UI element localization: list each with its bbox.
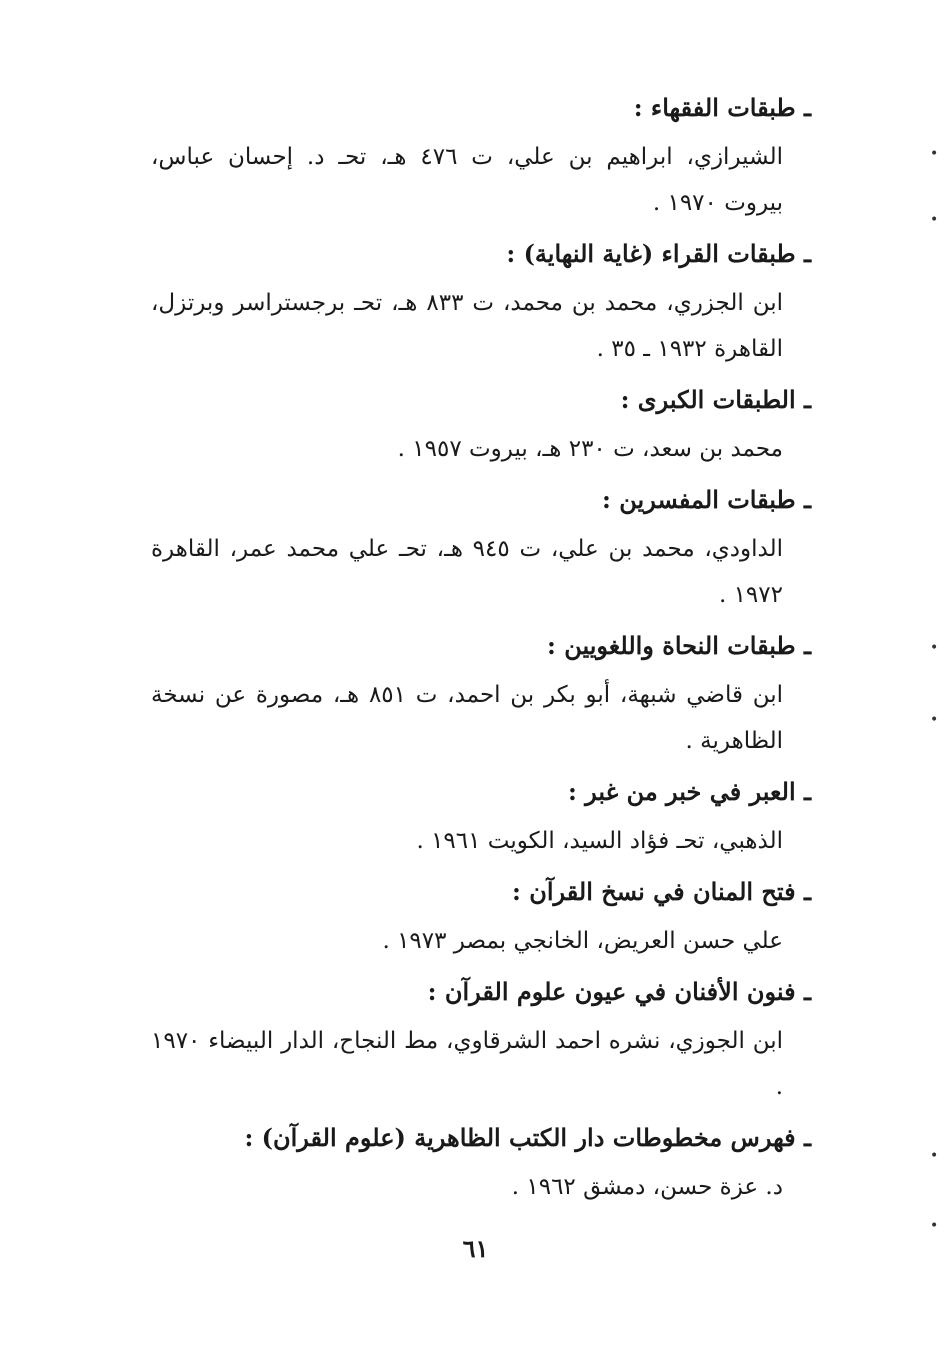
entry-title: ـ طبقات المفسرين : — [602, 485, 811, 514]
bibliography-entry — [151, 92, 811, 226]
bibliography-entry — [151, 384, 811, 472]
entry-citation: علي حسن العريض، الخانجي بمصر ١٩٧٣ . — [382, 928, 783, 954]
bibliography-entry — [151, 776, 811, 864]
entry-title: ـ العبر في خبر من غبر : — [567, 777, 811, 806]
entry-citation: ابن الجزري، محمد بن محمد، ت ٨٣٣ هـ، تحـ برجستراسر وبرتزل، القاهرة ١٩٣٢ ـ ٣٥ . — [151, 290, 783, 362]
margin-speck: • — [930, 146, 939, 162]
bibliography-entry — [151, 484, 811, 618]
margin-speck: • — [930, 712, 939, 728]
margin-speck: • — [930, 1148, 939, 1164]
margin-speck: • — [930, 212, 939, 228]
entry-citation: ابن الجوزي، نشره احمد الشرقاوي، مط النجاح، الدار البيضاء ١٩٧٠ . — [151, 1028, 783, 1100]
bibliography-entry — [151, 238, 811, 372]
entry-title: ـ طبقات القراء (غاية النهاية) : — [506, 239, 811, 268]
entry-citation: د. عزة حسن، دمشق ١٩٦٢ . — [511, 1174, 783, 1200]
margin-speck: • — [930, 640, 939, 656]
bibliography-entry — [151, 1122, 811, 1210]
entry-title: ـ الطبقات الكبرى : — [620, 385, 811, 414]
entry-citation: الذهبي، تحـ فؤاد السيد، الكويت ١٩٦١ . — [416, 828, 783, 854]
page-number: ٦١ — [462, 1234, 489, 1263]
entry-citation: الشيرازي، ابراهيم بن علي، ت ٤٧٦ هـ، تحـ د. إحسان عباس، بيروت ١٩٧٠ . — [151, 144, 783, 216]
margin-speck: • — [930, 1218, 939, 1234]
entry-citation: الداودي، محمد بن علي، ت ٩٤٥ هـ، تحـ علي محمد عمر، القاهرة ١٩٧٢ . — [151, 536, 783, 608]
entry-title: ـ فتح المنان في نسخ القرآن : — [512, 877, 811, 906]
entry-title: ـ طبقات النحاة واللغويين : — [547, 631, 811, 660]
entry-title: ـ طبقات الفقهاء : — [633, 93, 811, 122]
entry-citation: محمد بن سعد، ت ٢٣٠ هـ، بيروت ١٩٥٧ . — [397, 436, 783, 462]
bibliography-entry — [151, 630, 811, 764]
entry-title: ـ فهرس مخطوطات دار الكتب الظاهرية (علوم القرآن) : — [244, 1123, 811, 1152]
bibliography-entry — [151, 876, 811, 964]
bibliography-entry — [151, 976, 811, 1110]
entry-title: ـ فنون الأفنان في عيون علوم القرآن : — [427, 977, 811, 1006]
entry-citation: ابن قاضي شبهة، أبو بكر بن احمد، ت ٨٥١ هـ، مصورة عن نسخة الظاهرية . — [151, 682, 783, 754]
